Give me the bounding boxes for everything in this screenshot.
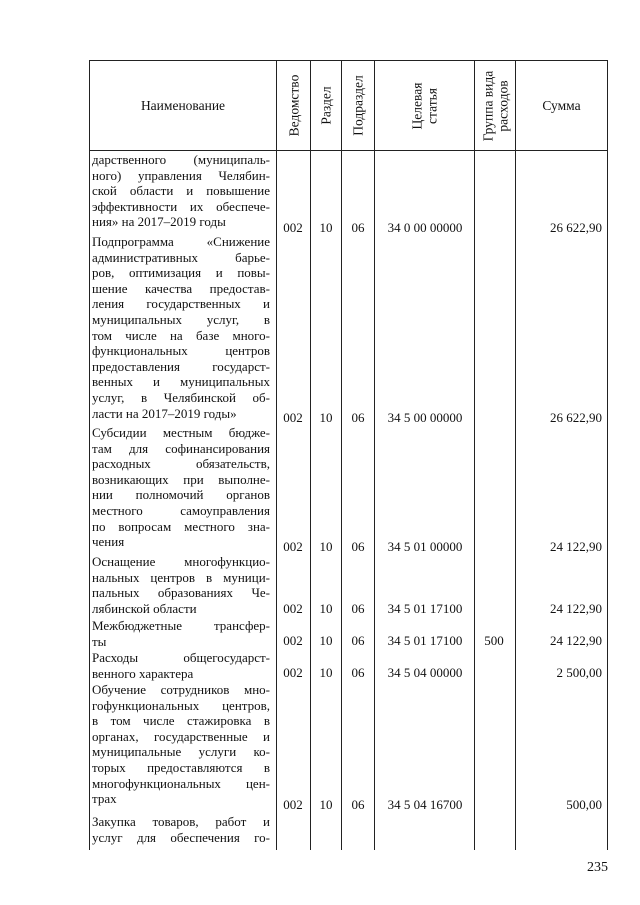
name-line: административных барье- xyxy=(92,249,270,265)
row-expense-group: 500 xyxy=(484,633,504,648)
header-name-text: Наименование xyxy=(140,98,226,113)
name-line: лябинской области xyxy=(92,600,197,616)
name-line: там для софинансирования xyxy=(92,440,270,456)
row-section: 10 xyxy=(319,633,333,648)
name-line: торых предоставляются в xyxy=(92,759,270,775)
header-expense-group-block xyxy=(480,70,510,141)
row-sum: 2 500,00 xyxy=(556,665,602,680)
header-group-line1: Группа вида xyxy=(480,70,495,141)
table-right-border xyxy=(607,60,608,850)
name-line: ров, оптимизация и повы- xyxy=(92,265,270,281)
row-section: 10 xyxy=(319,220,333,235)
row-department: 002 xyxy=(283,410,303,425)
row-target-article: 34 5 01 17100 xyxy=(387,633,463,648)
header-section-text: Раздел xyxy=(318,86,334,125)
row-name xyxy=(92,425,270,550)
name-line: том числе на базе много- xyxy=(92,327,270,343)
row-sum: 500,00 xyxy=(566,797,602,812)
row-department: 002 xyxy=(283,601,303,616)
name-line: венных и муниципальных xyxy=(92,374,270,390)
name-line: гофункциональных центров, xyxy=(92,697,270,713)
row-subsection: 06 xyxy=(351,220,365,235)
name-line: ской области и повышение xyxy=(92,183,270,199)
header-expense-group xyxy=(475,61,515,150)
col-divider-department xyxy=(276,60,277,850)
name-line: пальных образованиях Че- xyxy=(92,585,270,601)
header-target-article-block xyxy=(410,82,440,129)
col-divider-section xyxy=(310,60,311,850)
name-line: эффективности их обеспече- xyxy=(92,198,270,214)
name-line: предоставления государст- xyxy=(92,358,270,374)
row-target-article: 34 5 04 00000 xyxy=(387,665,463,680)
row-subsection: 06 xyxy=(351,665,365,680)
name-line: в том числе стажировка в xyxy=(92,713,270,729)
table-left-border xyxy=(89,60,90,850)
row-target-article: 34 5 04 16700 xyxy=(387,797,463,812)
name-line: ления государственных и xyxy=(92,296,270,312)
row-department: 002 xyxy=(283,633,303,648)
row-sum: 24 122,90 xyxy=(550,539,602,554)
name-line: ласти на 2017–2019 годы» xyxy=(92,405,237,421)
name-line: Субсидии местным бюдже- xyxy=(92,425,270,440)
name-line: Обучение сотрудников мно- xyxy=(92,682,270,697)
row-sum: 26 622,90 xyxy=(550,220,602,235)
header-section xyxy=(311,61,341,150)
name-line: Межбюджетные трансфер- xyxy=(92,618,270,633)
name-line: ного) управления Челябин- xyxy=(92,167,270,183)
header-target-line1: Целевая xyxy=(409,82,425,129)
name-line: услуг, в Челябинской об- xyxy=(92,389,270,405)
header-target-article xyxy=(375,61,474,150)
row-name xyxy=(92,814,270,845)
row-department: 002 xyxy=(283,797,303,812)
name-line: Оснащение многофункцио- xyxy=(92,554,270,569)
row-subsection: 06 xyxy=(351,601,365,616)
col-divider-sum xyxy=(515,60,516,850)
name-line: трах xyxy=(92,791,117,807)
name-line: муниципальных услуг, в xyxy=(92,311,270,327)
header-subsection xyxy=(342,61,374,150)
row-department: 002 xyxy=(283,539,303,554)
row-section: 10 xyxy=(319,410,333,425)
header-sum xyxy=(516,61,607,150)
row-subsection: 06 xyxy=(351,633,365,648)
row-sum: 24 122,90 xyxy=(550,633,602,648)
name-line: муниципальные услуги ко- xyxy=(92,744,270,760)
name-line: услуг для обеспечения го- xyxy=(92,829,270,845)
header-department-text: Ведомство xyxy=(286,74,301,137)
page-number: 235 xyxy=(587,860,608,875)
row-name xyxy=(92,618,270,649)
row-section: 10 xyxy=(319,665,333,680)
name-line: шение качества предостав- xyxy=(92,280,270,296)
row-subsection: 06 xyxy=(351,410,365,425)
name-line: возникающих при выполне- xyxy=(92,471,270,487)
name-line: чения xyxy=(92,534,125,550)
header-subsection-text: Подраздел xyxy=(350,75,366,136)
row-department: 002 xyxy=(283,665,303,680)
header-sum-text: Сумма xyxy=(542,98,581,113)
col-divider-group xyxy=(474,60,475,850)
name-line: многофункциональных цен- xyxy=(92,775,270,791)
row-subsection: 06 xyxy=(351,539,365,554)
row-section: 10 xyxy=(319,601,333,616)
row-name xyxy=(92,554,270,616)
row-target-article: 34 0 00 00000 xyxy=(387,220,463,235)
name-line: Закупка товаров, работ и xyxy=(92,814,270,829)
col-divider-subsection xyxy=(341,60,342,850)
row-section: 10 xyxy=(319,539,333,554)
name-line: органах, государственные и xyxy=(92,728,270,744)
row-target-article: 34 5 00 00000 xyxy=(387,410,463,425)
name-line: ты xyxy=(92,633,107,649)
row-name xyxy=(92,234,270,421)
row-name xyxy=(92,152,270,230)
row-target-article: 34 5 01 17100 xyxy=(387,601,463,616)
name-line: функциональных центров xyxy=(92,343,270,359)
row-department: 002 xyxy=(283,220,303,235)
name-line: по вопросам местного зна- xyxy=(92,518,270,534)
name-line: нальных центров в муници- xyxy=(92,569,270,585)
header-department xyxy=(277,61,310,150)
name-line: Подпрограмма «Снижение xyxy=(92,234,270,249)
header-target-line2: статья xyxy=(424,87,440,124)
row-target-article: 34 5 01 00000 xyxy=(387,539,463,554)
row-name xyxy=(92,650,270,681)
name-line: венного характера xyxy=(92,665,194,681)
header-group-line2: расходов xyxy=(495,79,510,132)
name-line: расходных обязательств, xyxy=(92,456,270,472)
row-sum: 24 122,90 xyxy=(550,601,602,616)
name-line: дарственного (муниципаль- xyxy=(92,152,270,167)
row-sum: 26 622,90 xyxy=(550,410,602,425)
name-line: местного самоуправления xyxy=(92,502,270,518)
header-name xyxy=(90,61,276,150)
name-line: нии полномочий органов xyxy=(92,487,270,503)
name-line: Расходы общегосударст- xyxy=(92,650,270,665)
header-bottom-border xyxy=(89,150,608,151)
col-divider-target xyxy=(374,60,375,850)
row-section: 10 xyxy=(319,797,333,812)
row-name xyxy=(92,682,270,807)
name-line: ния» на 2017–2019 годы xyxy=(92,214,226,230)
row-subsection: 06 xyxy=(351,797,365,812)
